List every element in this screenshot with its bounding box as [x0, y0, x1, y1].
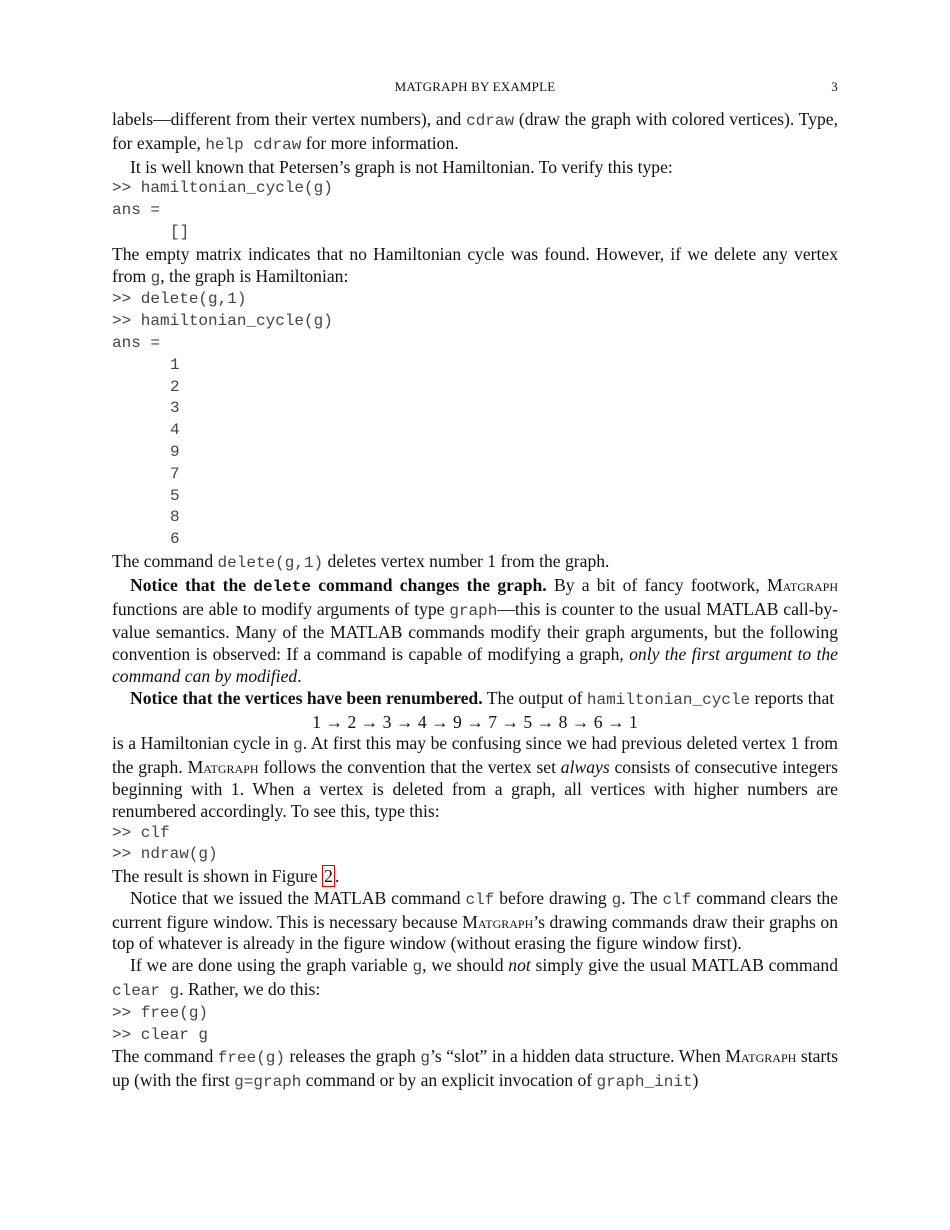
inline-code: cdraw: [466, 112, 515, 130]
inline-code: hamiltonian_cycle: [586, 690, 751, 709]
code-value: 9: [170, 442, 180, 461]
code-block-1: [112, 178, 838, 243]
code-line: ans =: [112, 333, 161, 352]
figure-reference-link[interactable]: 2: [324, 866, 333, 887]
paragraph-9: Notice that we issued the MATLAB command clf before drawing g. The clf command clears the current figure window. This is necessary because Matgraph’s drawing commands draw their graphs on top of whatever is already in the figure window (without erasing the figure window first).: [112, 887, 838, 954]
code-line: ans =: [112, 201, 161, 220]
paragraph-1: labels—different from their vertex numbers), and cdraw (draw the graph with colored vertices). Type, for example, help cdraw for more information.: [112, 109, 839, 154]
code-block-4: [112, 1003, 838, 1047]
inline-code: clear g: [112, 982, 180, 1001]
page-body: [112, 109, 838, 1094]
paragraph-6: Notice that the vertices have been renumbered. The output of hamiltonian_cycle reports that: [130, 687, 835, 709]
inline-code: g=graph: [234, 1073, 302, 1092]
inline-code: g: [412, 958, 423, 977]
code-line: >> free(g): [112, 1003, 209, 1022]
code-value: 7: [170, 464, 180, 483]
inline-code: graph_init: [596, 1073, 693, 1092]
inline-code-bold: delete: [253, 577, 311, 596]
inline-code: clf: [465, 890, 495, 909]
header-title: MATGRAPH BY EXAMPLE: [394, 79, 556, 94]
code-value: 3: [170, 399, 180, 418]
code-block-2: [112, 289, 838, 551]
code-line: >> hamiltonian_cycle(g): [112, 179, 333, 198]
code-value: 1: [170, 355, 180, 374]
paragraph-8: The result is shown in Figure 2 .: [112, 866, 340, 887]
paragraph-2: It is well known that Petersen’s graph is not Hamiltonian. To verify this type:: [130, 156, 673, 177]
code-line: []: [170, 222, 190, 241]
code-block-3: [112, 823, 838, 867]
inline-code: free(g): [217, 1049, 286, 1068]
inline-code: g: [420, 1049, 430, 1068]
code-value: 2: [170, 377, 180, 396]
paragraph-3: The empty matrix indicates that no Hamiltonian cycle was found. However, if we delete any vertex from g, the graph is Hamiltonian:: [112, 243, 838, 287]
paragraph-4: The command delete(g,1) deletes vertex number 1 from the graph.: [112, 550, 610, 572]
page-number: 3: [831, 79, 838, 94]
inline-code: clf: [662, 890, 692, 909]
paragraph-11: The command free(g) releases the graph g’s “slot” in a hidden data structure. When Matgraph starts up (with the first g=graph command or by an explicit invocation of graph_init): [112, 1046, 838, 1092]
inline-code: delete(g,1): [217, 553, 324, 572]
running-header: [112, 76, 838, 96]
code-line: >> hamiltonian_cycle(g): [112, 312, 333, 331]
paragraph-5: Notice that the delete command changes the graph. By a bit of fancy footwork, Matgraph functions are able to modify arguments of type graph—this is counter to the usual MATLAB call-by-value semantics. Many of the MATLAB commands modify their graph arguments, but the following convention is observed: If a command is capable of modifying a graph, only the first argument to the command can by modified.: [112, 574, 838, 686]
code-value: 5: [170, 486, 180, 505]
code-line: >> ndraw(g): [112, 845, 218, 864]
paragraph-10: If we are done using the graph variable g, we should not simply give the usual MATLAB command clear g. Rather, we do this:: [112, 955, 839, 1001]
code-value: 4: [170, 421, 180, 440]
inline-code: g: [293, 736, 303, 755]
code-line: >> delete(g,1): [112, 290, 247, 309]
display-equation: 1 → 2 → 3 → 4 → 9 → 7 → 5 → 8 → 6 → 1: [312, 711, 638, 732]
code-value: 6: [170, 530, 180, 549]
inline-code: help cdraw: [205, 135, 302, 154]
code-line: >> clear g: [112, 1025, 209, 1044]
inline-code: g: [611, 890, 622, 909]
code-line: >> clf: [112, 823, 170, 842]
inline-code: g: [150, 268, 161, 287]
code-value: 8: [170, 508, 180, 527]
paragraph-7: is a Hamiltonian cycle in g. At first this may be confusing since we had previous deleted vertex 1 from the graph. Matgraph follows the convention that the vertex set always consists of consecutive integers beginning with 1. When a vertex is deleted from a graph, all vertices with higher numbers are renumbered accordingly. To see this, type this:: [112, 733, 838, 821]
inline-code: graph: [449, 601, 498, 620]
